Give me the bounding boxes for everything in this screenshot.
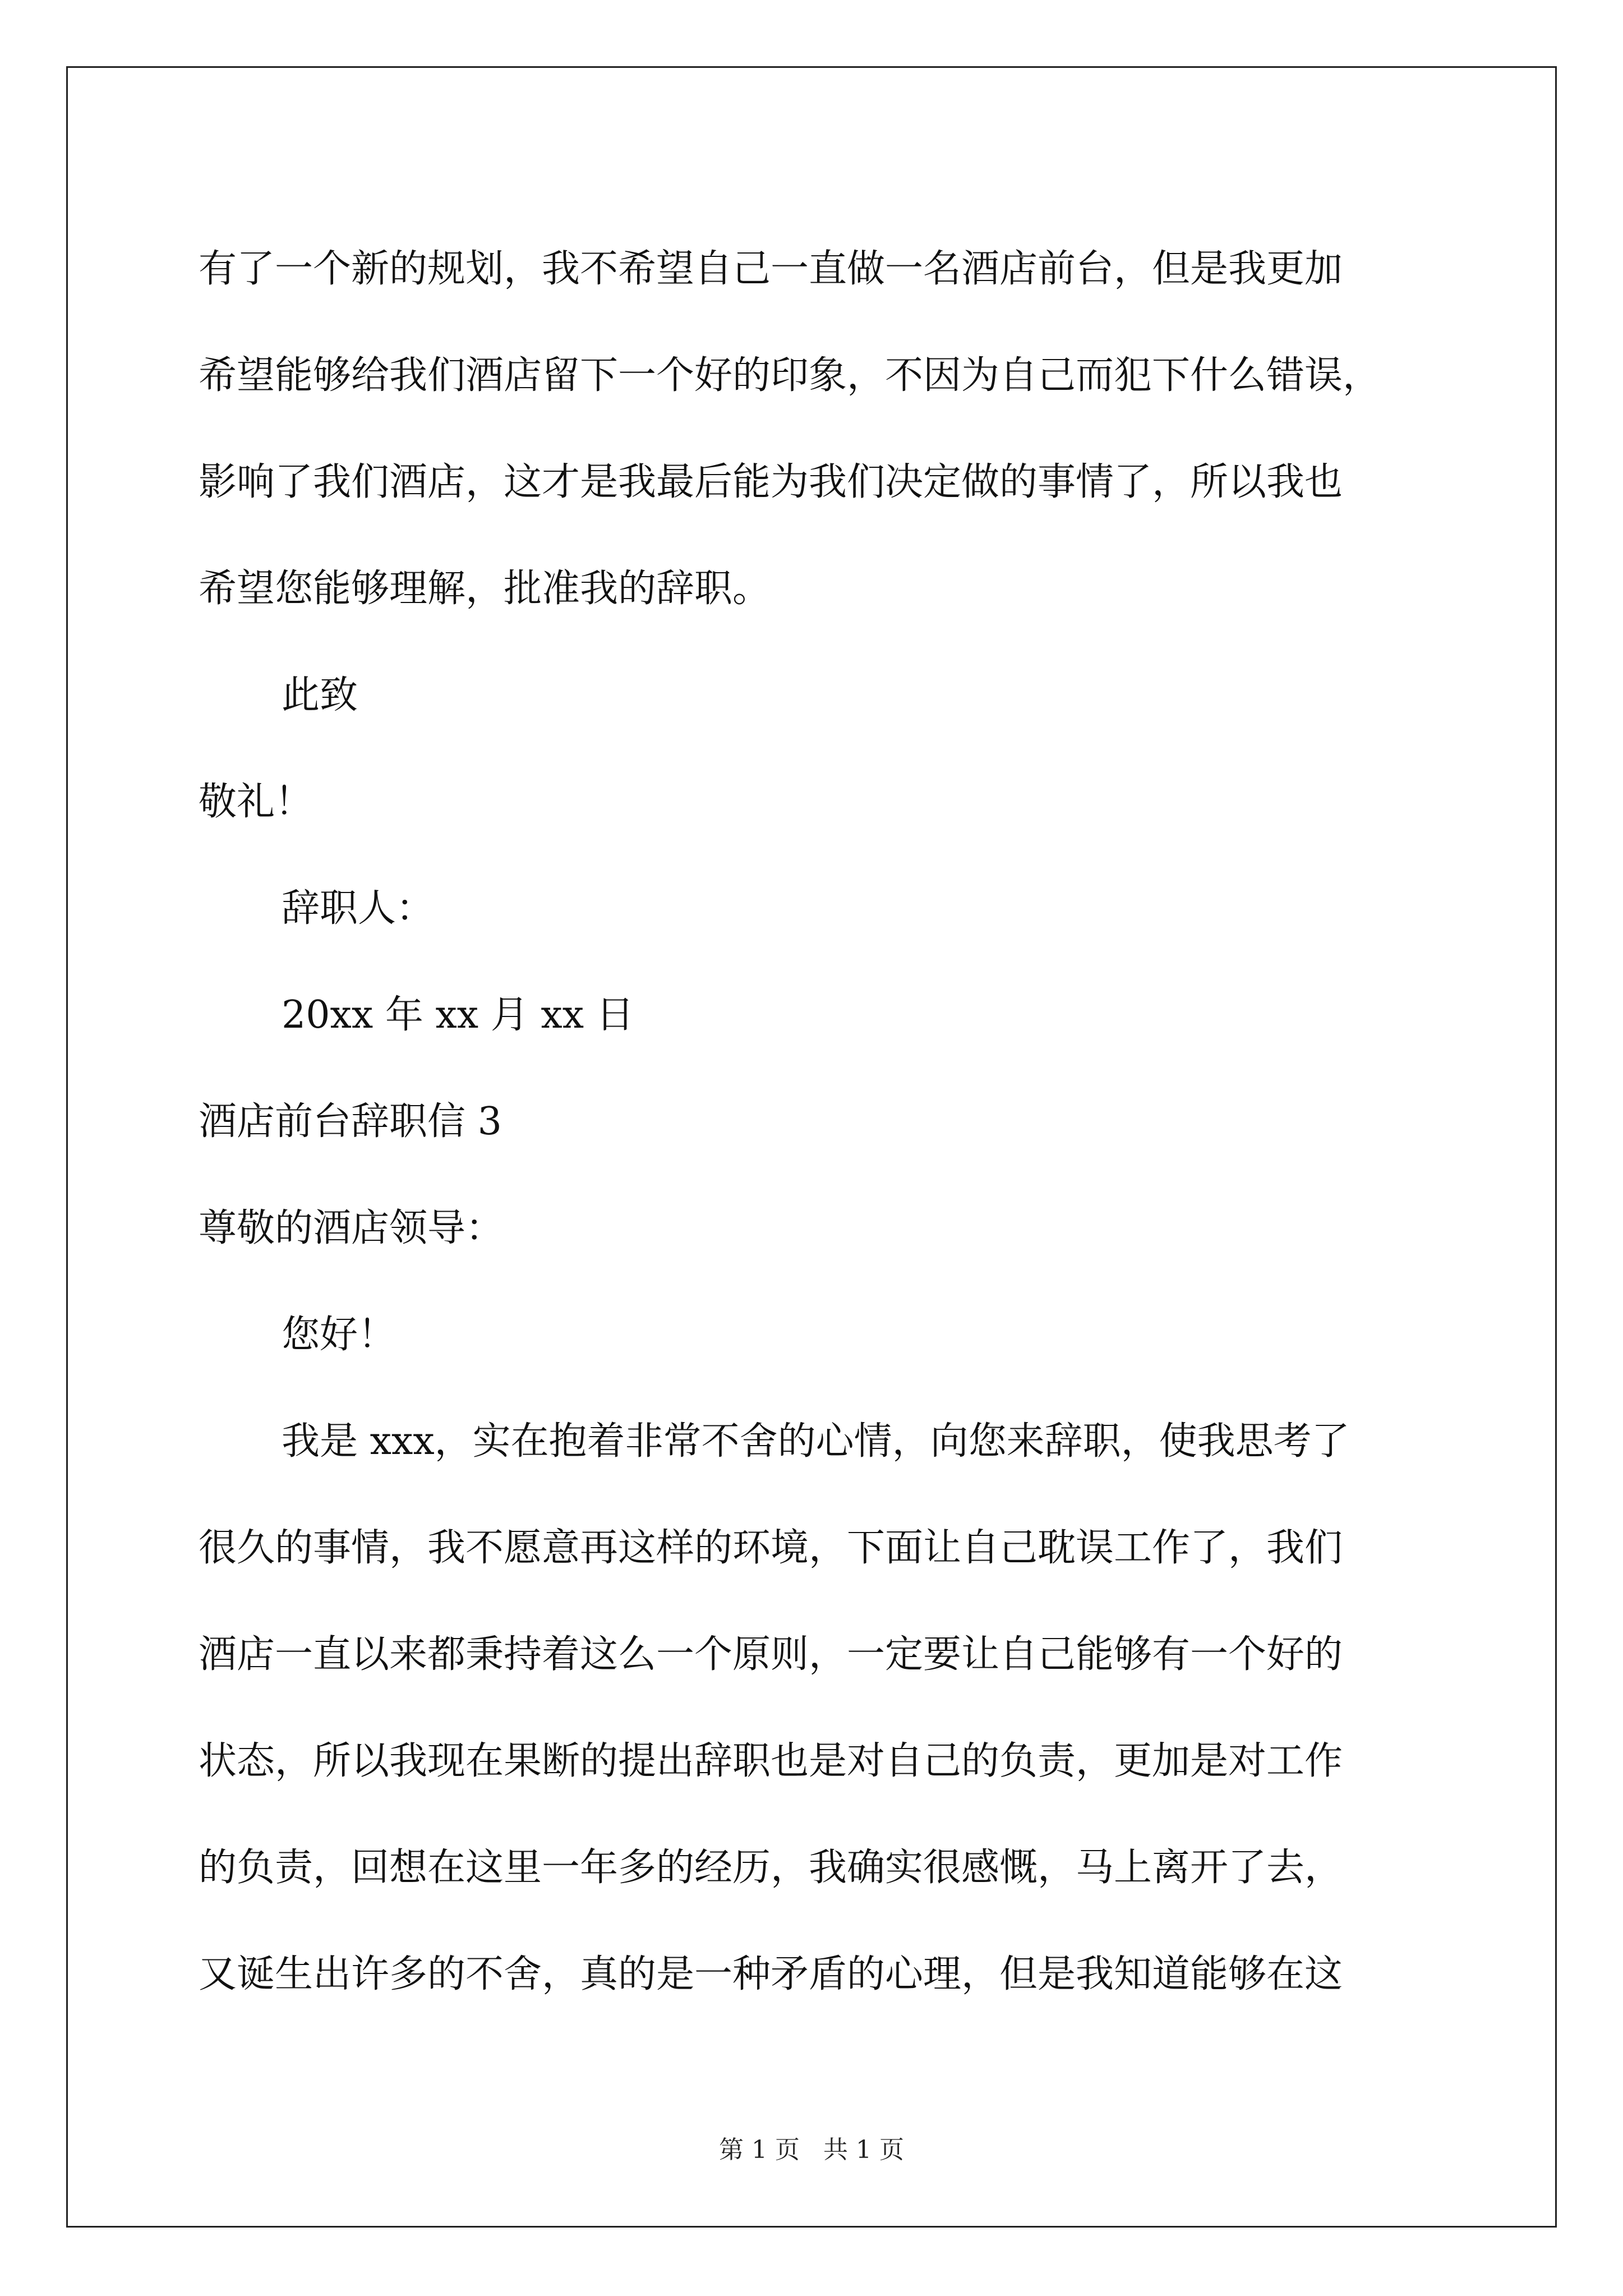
signature-date: 20xx 年 xx 月 xx 日 (282, 993, 634, 1037)
text-line-15: 状态，所以我现在果断的提出辞职也是对自己的负责，更加是对工作 (199, 1739, 1343, 1783)
signature-label: 辞职人： (282, 886, 435, 931)
text-line-2: 希望能够给我们酒店留下一个好的印象，不因为自己而犯下什么错误， (199, 353, 1381, 398)
page-footer: 第 1 页 共 1 页 (719, 2136, 904, 2164)
text-line-17: 又诞生出许多的不舍，真的是一种矛盾的心理，但是我知道能够在这 (199, 1952, 1343, 1996)
text-line-3: 影响了我们酒店，这才是我最后能为我们决定做的事情了，所以我也 (199, 460, 1343, 504)
closing-respect: 敬礼！ (199, 780, 313, 824)
text-line-12: 我是 xxx，实在抱着非常不舍的心情，向您来辞职，使我思考了 (282, 1419, 1350, 1464)
text-line-13: 很久的事情，我不愿意再这样的环境，下面让自己耽误工作了，我们 (199, 1526, 1343, 1570)
document-body (199, 216, 1432, 2028)
text-line-14: 酒店一直以来都秉持着这么一个原则，一定要让自己能够有一个好的 (199, 1632, 1343, 1677)
letter-hello: 您好！ (282, 1313, 396, 1357)
section-heading: 酒店前台辞职信 3 (199, 1099, 502, 1144)
text-line-1: 有了一个新的规划，我不希望自己一直做一名酒店前台，但是我更加 (199, 247, 1343, 291)
text-line-4: 希望您能够理解，批准我的辞职。 (199, 567, 771, 611)
text-line-16: 的负责，回想在这里一年多的经历，我确实很感慨，马上离开了去， (199, 1846, 1343, 1890)
letter-greeting: 尊敬的酒店领导： (199, 1206, 504, 1250)
closing-salutation: 此致 (282, 673, 358, 717)
